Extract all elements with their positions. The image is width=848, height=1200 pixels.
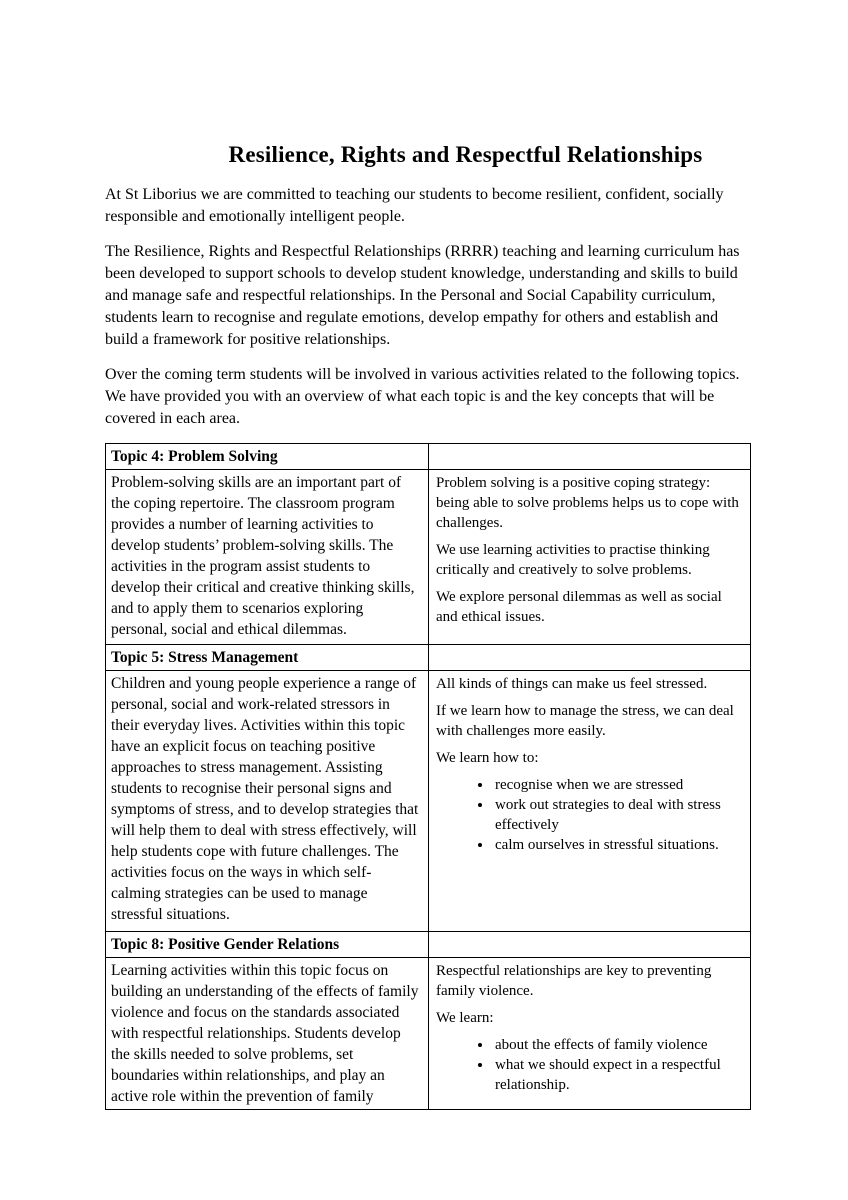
topic8-bullet-2: • what we should expect in a respectful relationship.: [493, 1055, 742, 1095]
table-row-topic5-heading: [106, 645, 751, 671]
topic4-description-cell: [106, 470, 429, 645]
topic5-heading: Topic 5: Stress Management: [106, 645, 429, 671]
topic4-heading: Topic 4: Problem Solving: [106, 444, 429, 470]
topic8-bullet-list: [436, 1035, 742, 1095]
topic8-concept-1: Respectful relationships are key to preventing family violence.: [436, 963, 712, 999]
intro-paragraph-3: Over the coming term students will be involved in various activities related to the following topics. We have provided you with an overview of what each topic is and the key concepts that will be covered in each area.: [105, 366, 740, 427]
topic8-key-concepts-cell: [429, 958, 751, 1110]
topic5-key-concepts-cell: [429, 671, 751, 932]
topic5-description-cell: [106, 671, 429, 932]
topic5-heading-empty-cell: [429, 645, 751, 671]
topic5-concept-3: We learn how to:: [436, 750, 539, 766]
topic5-bullet-1: • recognise when we are stressed: [493, 775, 742, 795]
topic4-concept-1: Problem solving is a positive coping strategy: being able to solve problems helps us to cope with challenges.: [436, 475, 739, 531]
intro-paragraph-1: At St Liborius we are committed to teaching our students to become resilient, confident, socially responsible and emotionally intelligent people.: [105, 186, 724, 225]
topic8-heading: Topic 8: Positive Gender Relations: [106, 932, 429, 958]
topic5-concept-1: All kinds of things can make us feel stressed.: [436, 676, 708, 692]
topic8-heading-empty-cell: [429, 932, 751, 958]
topic8-description-cell: [106, 958, 429, 1110]
intro-paragraph-2: The Resilience, Rights and Respectful Relationships (RRRR) teaching and learning curriculum has been developed to support schools to develop student knowledge, understanding and skills to build and manage safe and respectful relationships. In the Personal and Social Capability curriculum, students learn to recognise and regulate emotions, develop empathy for others and establish and build a framework for positive relationships.: [105, 243, 740, 348]
topic8-concept-2: We learn:: [436, 1010, 494, 1026]
topic5-bullet-2: • work out strategies to deal with stress effectively: [493, 795, 742, 835]
topic5-bullet-list: [436, 775, 742, 855]
topic5-description: Children and young people experience a range of personal, social and work-related stressors in their everyday lives. Activities within this topic have an explicit focus on teaching positive approaches to stress management. Assisting students to recognise their personal signs and symptoms of stress, and to develop strategies that will help them to deal with stress effectively, will help students cope with future challenges. The activities focus on the ways in which self-calming strategies can be used to manage stressful situations.: [111, 675, 419, 923]
page-title: Resilience, Rights and Respectful Relationships: [228, 142, 703, 167]
topics-table: [105, 443, 751, 1110]
topic4-heading-empty-cell: [429, 444, 751, 470]
topic4-description: Problem-solving skills are an important part of the coping repertoire. The classroom program provides a number of learning activities to develop students’ problem-solving skills. The activities in the program assist students to develop their critical and creative thinking skills, and to apply them to scenarios exploring personal, social and ethical dilemmas.: [111, 474, 415, 638]
table-row-topic4-content: [106, 470, 751, 645]
table-row-topic8-content: [106, 958, 751, 1110]
table-row-topic8-heading: [106, 932, 751, 958]
topic4-concept-3: We explore personal dilemmas as well as social and ethical issues.: [436, 589, 722, 625]
top5-concept-2: If we learn how to manage the stress, we can deal with challenges more easily.: [436, 703, 734, 739]
topic4-concept-2: We use learning activities to practise thinking critically and creatively to solve problems.: [436, 542, 710, 578]
topic4-key-concepts-cell: [429, 470, 751, 645]
table-row-topic5-content: [106, 671, 751, 932]
topic8-bullet-1: • about the effects of family violence: [493, 1035, 742, 1055]
topic5-bullet-3: • calm ourselves in stressful situations.: [493, 835, 742, 855]
topic8-description: Learning activities within this topic focus on building an understanding of the effects of family violence and focus on the standards associated with respectful relationships. Students develop the skills needed to solve problems, set boundaries within relationships, and play an active role within the prevention of family: [111, 962, 419, 1105]
table-row-topic4-heading: [106, 444, 751, 470]
